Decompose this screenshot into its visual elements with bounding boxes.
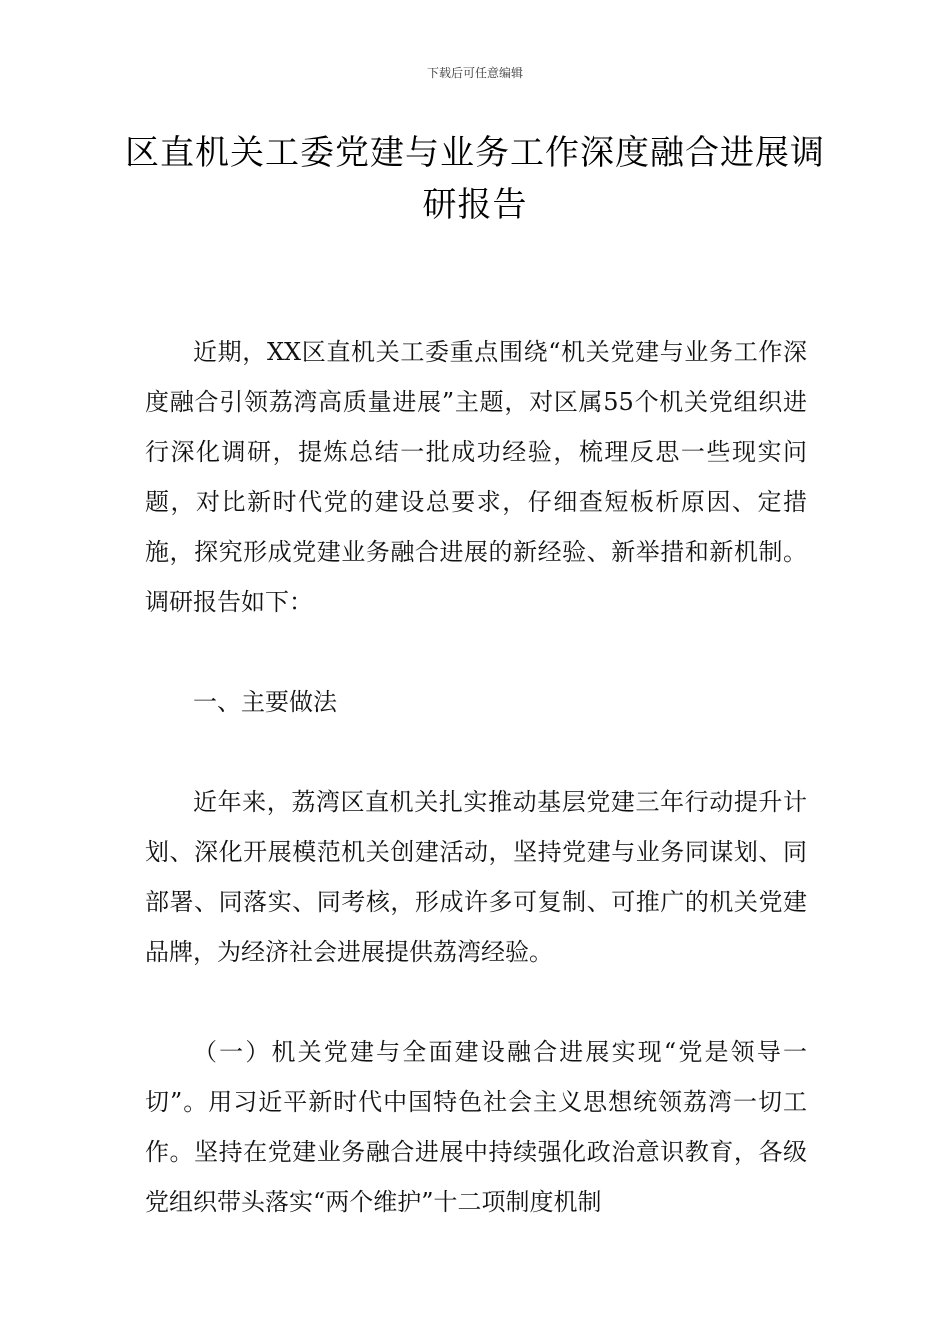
paragraph-recent-years: 近年来，荔湾区直机关扎实推动基层党建三年行动提升计划、深化开展模范机关创建活动，坚持党建与业务同谋划、同部署、同落实、同考核，形成许多可复制、可推广的机关党建品牌，为经济社会进展提供荔湾经验。 — [145, 788, 807, 966]
document-title: 区直机关工委党建与业务工作深度融合进展调研报告 — [125, 133, 825, 225]
header-note: 下载后可任意编辑 — [426, 66, 523, 80]
paragraph-subsection-one: （一）机关党建与全面建设融合进展实现“党是领导一切”。用习近平新时代中国特色社会主义思想统领荔湾一切工作。坚持在党建业务融合进展中持续强化政治意识教育，各级党组织带头落实“两个维护”十二项制度机制 — [145, 1038, 807, 1216]
document-body — [145, 327, 807, 1227]
paragraph-gap — [145, 977, 807, 1027]
paragraph-intro: 近期，XX区直机关工委重点围绕“机关党建与业务工作深度融合引领荔湾高质量进展”主题，对区属55个机关党组织进行深化调研，提炼总结一批成功经验，梳理反思一些现实问题，对比新时代党的建设总要求，仔细查短板析原因、定措施，探究形成党建业务融合进展的新经验、新举措和新机制。调研报告如下： — [145, 338, 807, 616]
paragraph-gap — [145, 727, 807, 777]
section-heading-main-practices: 一、主要做法 — [193, 688, 337, 716]
paragraph-gap — [145, 627, 807, 677]
